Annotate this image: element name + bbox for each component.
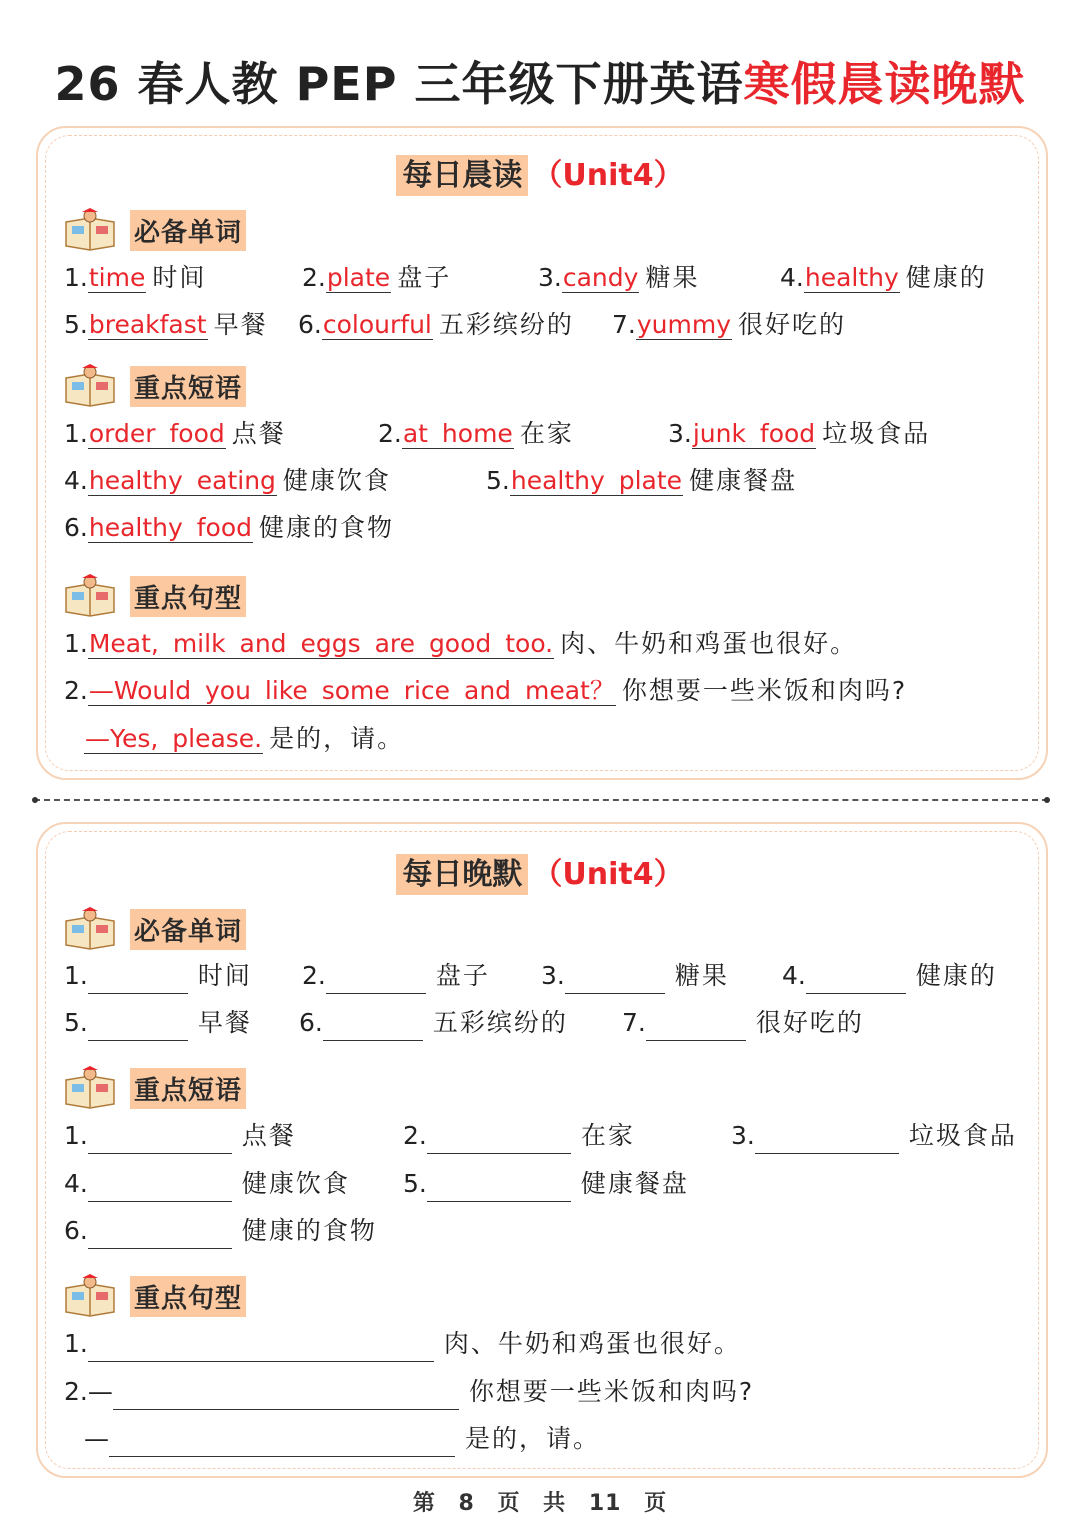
word-blank-item (782, 958, 997, 998)
chinese-meaning: 早餐 (213, 310, 268, 339)
item-number: 3. (668, 419, 692, 448)
section-sentences-morning (62, 574, 246, 618)
evening-unit-label: （Unit4） (532, 857, 684, 892)
answer-english: —Yes, please. (85, 724, 263, 753)
title-main: 26 春人教 PEP 三年级下册英语 (54, 57, 744, 111)
chinese-meaning: 早餐 (197, 1008, 252, 1037)
item-number: 4. (780, 263, 804, 292)
item-number: 7. (612, 310, 636, 339)
answer-blank[interactable] (427, 1172, 571, 1202)
answer-english: breakfast (88, 310, 207, 339)
book-icon (62, 1066, 118, 1110)
answer-english: healthy (804, 263, 899, 292)
item-number: 1. (64, 961, 88, 990)
chinese-meaning: 肉、牛奶和鸡蛋也很好。 (443, 1329, 741, 1358)
phrase-item (64, 416, 286, 456)
chinese-meaning: 五彩缤纷的 (432, 1008, 568, 1037)
section-label: 重点句型 (130, 576, 246, 617)
chinese-meaning: 在家 (580, 1121, 635, 1150)
item-number: 2. (378, 419, 402, 448)
word-item (298, 307, 574, 347)
answer-english: plate (326, 263, 391, 292)
word-item (302, 260, 451, 300)
answer-blank[interactable] (88, 1124, 232, 1154)
phrase-blank-item (403, 1166, 689, 1206)
answer-blank[interactable] (646, 1011, 746, 1041)
chinese-meaning: 健康的食物 (241, 1216, 377, 1245)
answer-english: Meat, milk and eggs are good too. (88, 629, 554, 658)
chinese-meaning: 盘子 (397, 263, 452, 292)
section-label: 重点句型 (130, 1276, 246, 1317)
answer-blank[interactable] (755, 1124, 899, 1154)
answer-english: healthy plate (510, 466, 683, 495)
word-blank-item (302, 958, 490, 998)
chinese-meaning: 健康餐盘 (689, 466, 798, 495)
section-label: 必备单词 (130, 909, 246, 950)
phrase-item (378, 416, 574, 456)
answer-english: junk food (692, 419, 816, 448)
sentence-item (64, 626, 857, 666)
book-icon (62, 574, 118, 618)
item-number: 1. (64, 419, 88, 448)
chinese-meaning: 健康饮食 (282, 466, 391, 495)
answer-blank[interactable] (88, 1332, 434, 1362)
phrase-item (486, 463, 797, 503)
item-number: — (84, 1424, 109, 1453)
item-number: 5. (64, 1008, 88, 1037)
chinese-meaning: 健康的 (905, 263, 987, 292)
sentence-item (64, 673, 907, 713)
chinese-meaning: 很好吃的 (738, 310, 847, 339)
item-number: 2. (302, 263, 326, 292)
answer-english: colourful (322, 310, 432, 339)
word-item (780, 260, 987, 300)
title-highlight: 寒假晨读晚默 (743, 57, 1026, 111)
chinese-meaning: 盘子 (435, 961, 490, 990)
chinese-meaning: 是的，请。 (269, 724, 405, 753)
chinese-meaning: 健康的食物 (259, 513, 395, 542)
item-number: 4. (64, 466, 88, 495)
item-number: 1. (64, 1121, 88, 1150)
chinese-meaning: 在家 (519, 419, 574, 448)
chinese-meaning: 时间 (197, 961, 252, 990)
word-item (64, 307, 268, 347)
item-number: 3. (731, 1121, 755, 1150)
answer-blank[interactable] (326, 964, 426, 994)
section-divider (34, 799, 1048, 801)
item-number: 3. (538, 263, 562, 292)
chinese-meaning: 健康饮食 (241, 1169, 350, 1198)
answer-blank[interactable] (88, 1219, 232, 1249)
morning-heading (0, 150, 1080, 194)
page-title (0, 48, 1080, 114)
item-number: 2. (64, 676, 88, 705)
answer-blank[interactable] (109, 1427, 455, 1457)
sentence-item (84, 721, 404, 761)
sentence-blank-item (64, 1374, 754, 1414)
phrase-item (64, 463, 391, 503)
section-phrases-morning (62, 364, 246, 408)
item-number: 5. (486, 466, 510, 495)
chinese-meaning: 很好吃的 (755, 1008, 864, 1037)
item-number: 5. (403, 1169, 427, 1198)
section-words-morning (62, 208, 246, 252)
phrase-blank-item (64, 1166, 350, 1206)
chinese-meaning: 健康餐盘 (580, 1169, 689, 1198)
item-number: 1. (64, 629, 88, 658)
word-blank-item (64, 958, 252, 998)
chinese-meaning: 点餐 (241, 1121, 296, 1150)
section-label: 重点短语 (130, 366, 246, 407)
answer-blank[interactable] (806, 964, 906, 994)
item-number: 5. (64, 310, 88, 339)
answer-english: order food (88, 419, 225, 448)
chinese-meaning: 健康的 (915, 961, 997, 990)
item-number: 1. (64, 1329, 88, 1358)
answer-english: time (88, 263, 146, 292)
phrase-blank-item (64, 1118, 296, 1158)
item-number: 6. (64, 513, 88, 542)
answer-english: —Would you like some rice and meat？ (88, 676, 615, 705)
item-number: 3. (541, 961, 565, 990)
evening-heading-label: 每日晚默 (396, 854, 528, 895)
answer-blank[interactable] (427, 1124, 571, 1154)
item-number: 4. (64, 1169, 88, 1198)
item-number: 2. (403, 1121, 427, 1150)
chinese-meaning: 糖果 (674, 961, 729, 990)
item-number: 6. (299, 1008, 323, 1037)
phrase-item (668, 416, 930, 456)
book-icon (62, 364, 118, 408)
morning-unit-label: （Unit4） (532, 158, 684, 193)
chinese-meaning: 五彩缤纷的 (438, 310, 574, 339)
item-number: 6. (64, 1216, 88, 1245)
book-icon (62, 907, 118, 951)
page-number: 第 8 页 共 11 页 (412, 1491, 668, 1516)
answer-blank[interactable] (88, 1011, 188, 1041)
answer-blank[interactable] (565, 964, 665, 994)
phrase-item (64, 510, 394, 550)
item-number: 6. (298, 310, 322, 339)
answer-blank[interactable] (323, 1011, 423, 1041)
word-blank-item (299, 1005, 568, 1045)
phrase-blank-item (403, 1118, 635, 1158)
phrase-blank-item (731, 1118, 1017, 1158)
phrase-blank-item (64, 1213, 377, 1253)
book-icon (62, 208, 118, 252)
section-sentences-evening (62, 1274, 246, 1318)
answer-blank[interactable] (88, 1172, 232, 1202)
chinese-meaning: 糖果 (645, 263, 700, 292)
section-label: 必备单词 (130, 210, 246, 251)
word-item (64, 260, 206, 300)
item-number: 1. (64, 263, 88, 292)
chinese-meaning: 时间 (152, 263, 207, 292)
chinese-meaning: 垃圾食品 (822, 419, 931, 448)
word-blank-item (622, 1005, 864, 1045)
section-phrases-evening (62, 1066, 246, 1110)
word-blank-item (64, 1005, 252, 1045)
item-number: 7. (622, 1008, 646, 1037)
answer-english: yummy (636, 310, 731, 339)
answer-blank[interactable] (113, 1380, 459, 1410)
section-label: 重点短语 (130, 1068, 246, 1109)
chinese-meaning: 是的，请。 (465, 1424, 601, 1453)
answer-blank[interactable] (88, 964, 188, 994)
item-number: 2. (302, 961, 326, 990)
item-number: 2.— (64, 1377, 113, 1406)
answer-english: candy (562, 263, 639, 292)
sentence-blank-item (64, 1326, 741, 1366)
chinese-meaning: 点餐 (231, 419, 286, 448)
morning-heading-label: 每日晨读 (396, 155, 528, 196)
section-words-evening (62, 907, 246, 951)
chinese-meaning: 你想要一些米饭和肉吗? (621, 676, 908, 705)
chinese-meaning: 肉、牛奶和鸡蛋也很好。 (560, 629, 858, 658)
book-icon (62, 1274, 118, 1318)
answer-english: healthy eating (88, 466, 276, 495)
evening-heading (0, 849, 1080, 893)
word-item (612, 307, 846, 347)
answer-english: healthy food (88, 513, 253, 542)
chinese-meaning: 你想要一些米饭和肉吗? (468, 1377, 755, 1406)
word-item (538, 260, 699, 300)
item-number: 4. (782, 961, 806, 990)
sentence-blank-item (84, 1421, 600, 1461)
answer-english: at home (402, 419, 513, 448)
word-blank-item (541, 958, 729, 998)
chinese-meaning: 垃圾食品 (908, 1121, 1017, 1150)
